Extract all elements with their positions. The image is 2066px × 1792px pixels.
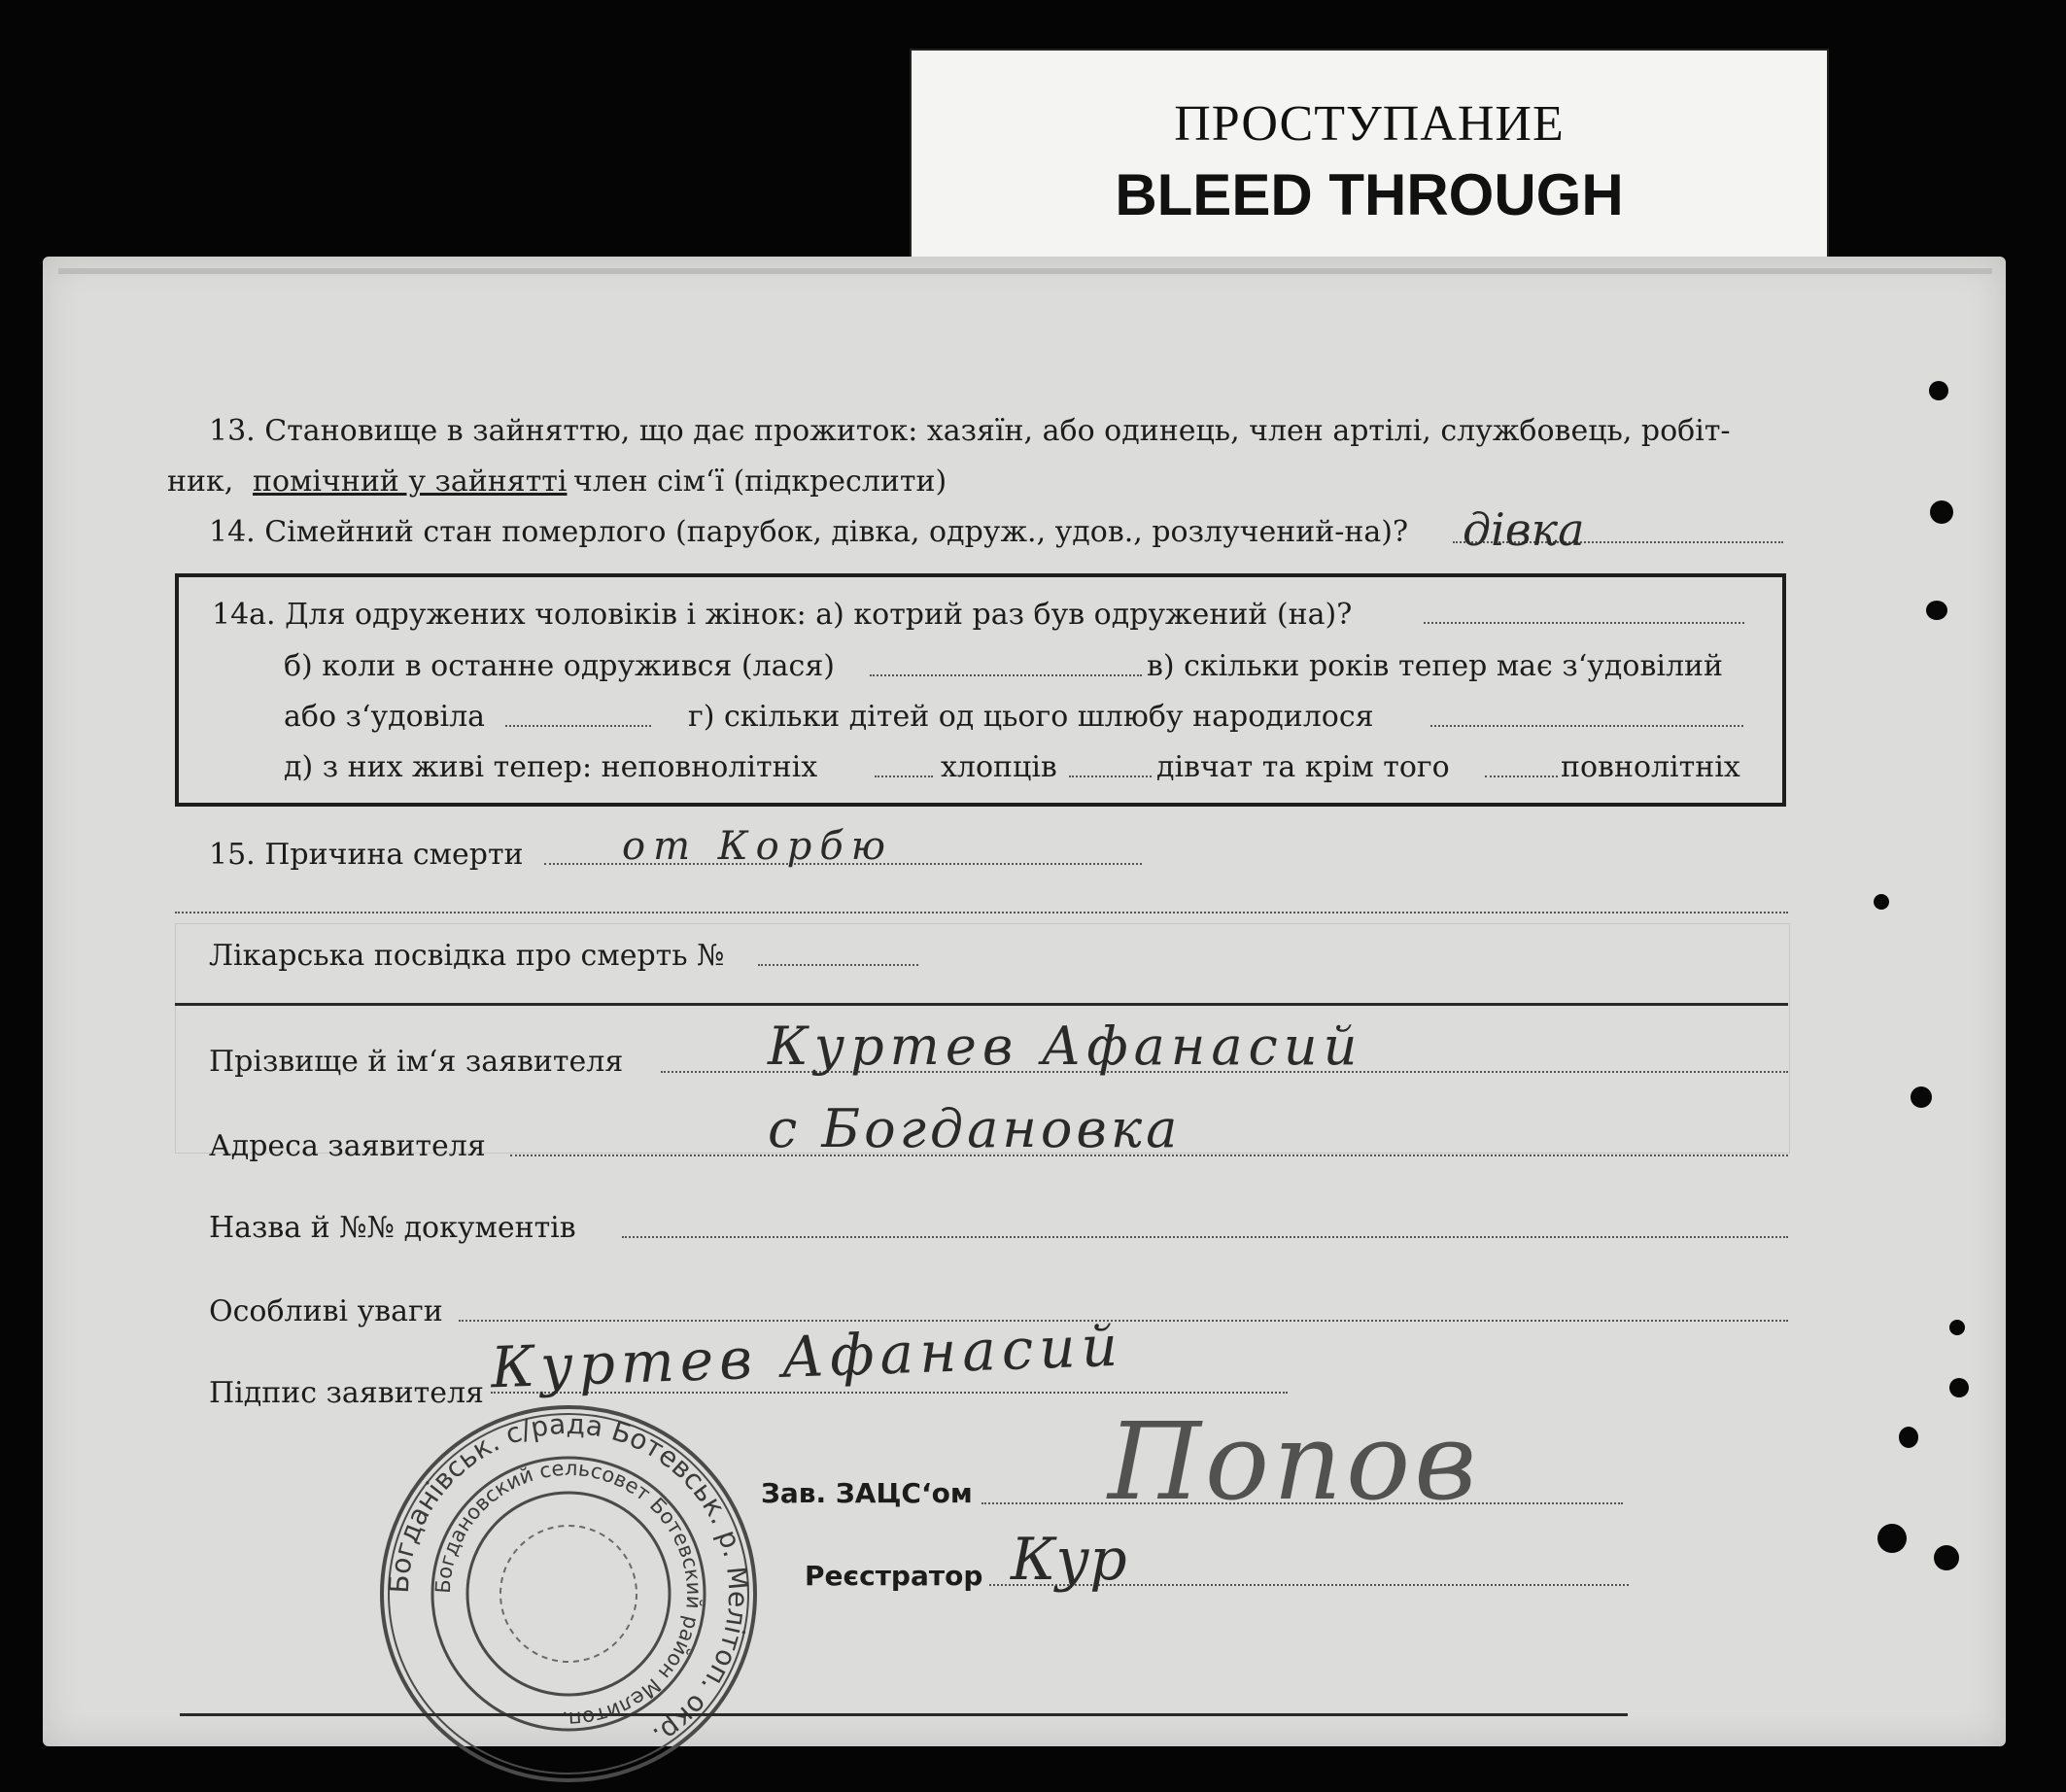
section-divider: [175, 1003, 1788, 1006]
q14a-line1-fill: [1424, 622, 1744, 624]
q14a-line4a-fill: [875, 775, 933, 777]
punch-hole: [1877, 1524, 1907, 1553]
documents-label: Назва й №№ документів: [209, 1211, 576, 1245]
q13-line2-prefix: ник,: [167, 465, 234, 499]
punch-hole: [1949, 1378, 1969, 1397]
q13-underlined: помічний у зайнятті: [253, 465, 568, 499]
q14a-line4b: хлопців: [941, 750, 1057, 784]
punch-hole: [1934, 1545, 1959, 1570]
punch-hole: [1929, 381, 1948, 400]
punch-hole: [1899, 1427, 1918, 1448]
q14a-line2a: б) коли в останне одружився (лася): [284, 649, 835, 683]
q14a-line2a-fill: [870, 674, 1142, 676]
sheet-edge: [58, 268, 1992, 274]
q14a-line4c: дівчат та крім того: [1156, 750, 1450, 784]
special-notes-fill: [459, 1320, 1788, 1322]
q13-line2-suffix: член сім‘ї (підкреслити): [573, 465, 947, 499]
medical-certificate-label: Лікарська посвідка про смерть №: [209, 939, 725, 973]
head-zags-label: Зав. ЗАЦС‘ом: [761, 1477, 973, 1509]
q14a-line3b-fill: [1430, 725, 1743, 727]
punch-hole: [1949, 1320, 1965, 1335]
label-russian: ПРОСТУПАНИЕ: [1174, 96, 1565, 152]
q14a-line3a-fill: [505, 725, 651, 727]
q14a-line4a: д) з них живі тепер: неповнолітніх: [284, 750, 818, 784]
handwritten-head-signature: Попов: [1108, 1399, 1481, 1524]
handwritten-marital-status: дівка: [1463, 503, 1585, 556]
q13-line1: 13. Становище в зайняттю, що дає прожиток: хазяїн, або одинець, член артілі, службовець, робіт-: [209, 414, 1731, 448]
special-notes-label: Особливі уваги: [209, 1294, 443, 1328]
bleed-through-label: [910, 49, 1829, 264]
handwritten-registrar-signature: Кур: [1011, 1526, 1127, 1594]
q14a-line2b: в) скільки років тепер має з‘удовілий: [1147, 649, 1723, 683]
q14a-line4d: повнолітніх: [1561, 750, 1740, 784]
punch-hole: [1926, 601, 1947, 620]
stamp-outer-text: Богданівськ. с/рада Ботевськ. р. Мелітоп. окр.: [382, 1407, 755, 1753]
punch-hole: [1874, 894, 1889, 910]
handwritten-applicant-signature: Куртев Афанасий: [490, 1312, 1125, 1401]
q14a-line3a: або з‘удовіла: [284, 700, 486, 734]
handwritten-applicant-address: с Богдановка: [768, 1098, 1182, 1159]
medical-certificate-fill: [758, 964, 918, 966]
q14a-line4c-fill: [1485, 775, 1558, 777]
q14-label: 14. Сімейний стан померлого (парубок, дівка, одруж., удов., розлучений-на)?: [209, 515, 1409, 549]
bottom-rule: [180, 1713, 1628, 1716]
label-english: BLEED THROUGH: [1115, 162, 1624, 227]
stamp-inner-text: Богдановский сельсовет Ботевский район Мелитоп.: [430, 1456, 706, 1732]
punch-hole: [1930, 500, 1953, 524]
handwritten-applicant-name: Куртев Афанасий: [768, 1016, 1363, 1077]
q14a-line3b: г) скільки дітей од цього шлюбу народилося: [688, 700, 1374, 734]
documents-fill: [622, 1236, 1788, 1238]
q15-fill-line-2: [175, 912, 1788, 913]
q14a-line1: 14а. Для одружених чоловіків і жінок: а) котрий раз був одружений (на)?: [212, 598, 1353, 632]
applicant-signature-label: Підпис заявителя: [209, 1376, 484, 1410]
punch-hole: [1911, 1086, 1932, 1108]
applicant-name-label: Прізвище й ім‘я заявителя: [209, 1045, 624, 1079]
q14a-line4b-fill: [1069, 775, 1152, 777]
registrar-label: Реєстратор: [805, 1560, 983, 1592]
handwritten-cause-of-death: от Корбю: [622, 824, 893, 869]
q15-label: 15. Причина смерти: [209, 838, 524, 872]
applicant-address-label: Адреса заявителя: [209, 1129, 486, 1163]
official-stamp: [374, 1399, 763, 1792]
